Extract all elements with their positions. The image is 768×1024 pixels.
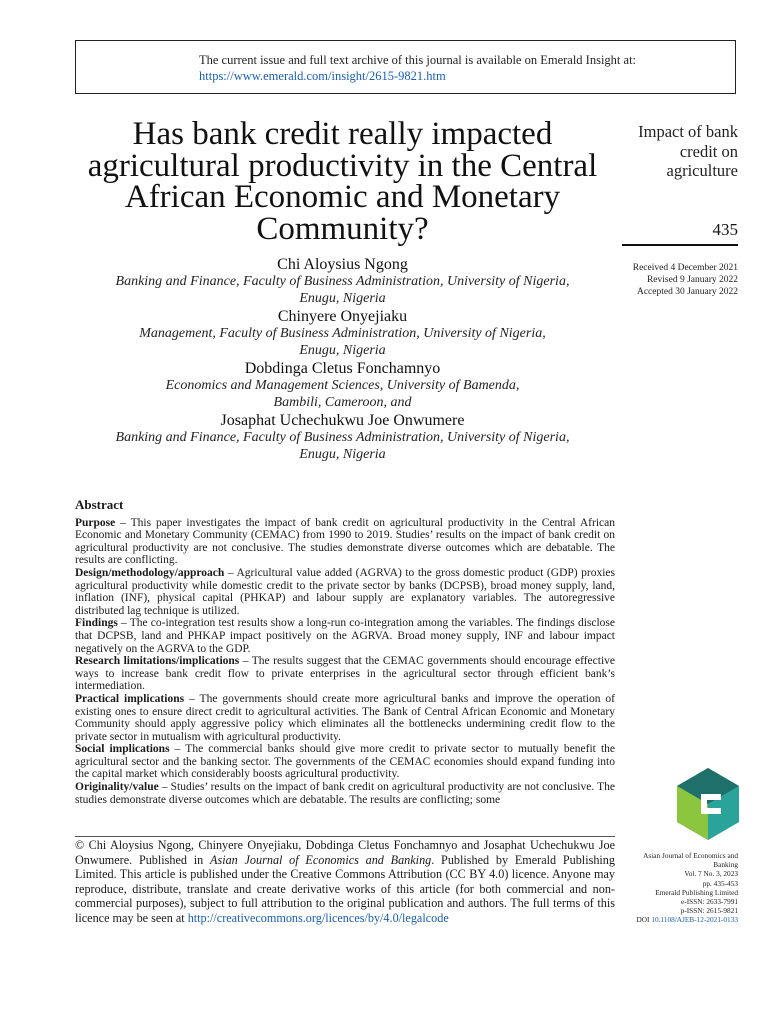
journal-meta-line: Emerald Publishing Limited xyxy=(655,887,738,897)
section-text: – This paper investigates the impact of bank credit on agricultural productivity in the Central African Economic and Monetary Community (CEMAC) from 1990 to 2019. Studies’ results on the impact of bank credit on agricultural productivity are not conclusive. The studies demonstrate diverse outcomes which are debatable. The results are conflicting. xyxy=(75,516,615,567)
section-text: – The results suggest that the CEMAC governments should encourage effective ways to increase bank credit flow to private enterprises in the agricultural sector through efficient bank’s intermediation. xyxy=(75,655,616,693)
affiliation-line: Economics and Management Sciences, University of Bamenda, xyxy=(165,378,520,393)
section-label: Design/methodology/approach xyxy=(75,566,225,579)
author-name: Josaphat Uchechukwu Joe Onwumere xyxy=(220,412,465,429)
affiliation-line: Management, Faculty of Business Administration, University of Nigeria, xyxy=(139,326,546,341)
section-label: Findings xyxy=(75,617,118,630)
revised-date: Revised 9 January 2022 xyxy=(646,275,738,285)
running-head-line: credit on xyxy=(679,141,738,161)
section-label: Practical implications xyxy=(75,692,185,705)
author-name: Chinyere Onyejiaku xyxy=(277,308,408,325)
affiliation-line: Enugu, Nigeria xyxy=(299,342,386,358)
article-title: Has bank credit really impacted agricultural productivity in the Central African Economic and Monetary Community? xyxy=(87,116,598,247)
affiliation-line: Banking and Finance, Faculty of Business Administration, University of Nigeria, xyxy=(115,274,570,289)
affiliation-line: Banking and Finance, Faculty of Business Administration, University of Nigeria, xyxy=(115,430,570,445)
author-affiliation xyxy=(75,326,610,359)
author-affiliation xyxy=(75,378,610,411)
abstract-heading: Abstract xyxy=(75,497,124,512)
journal-meta-line: Vol. 7 No. 3, 2023 xyxy=(684,869,738,879)
journal-meta-line: e-ISSN: 2633-7991 xyxy=(681,897,738,907)
section-label: Research limitations/implications xyxy=(75,655,240,668)
author-name: Chi Aloysius Ngong xyxy=(277,256,408,273)
side-divider xyxy=(622,244,738,246)
affiliation-line: Bambili, Cameroon, and xyxy=(273,394,412,410)
abstract xyxy=(75,499,615,806)
journal-meta-line: pp. 435-453 xyxy=(702,878,738,888)
journal-metadata xyxy=(598,851,738,925)
license-link[interactable]: http://creativecommons.org/licences/by/4.0/legalcode xyxy=(187,910,449,925)
section-text: – Studies’ results on the impact of bank credit on agricultural productivity are not conclusive. The studies demonstrate diverse outcomes which are debatable. The results are conflicting; some xyxy=(75,781,615,806)
running-head xyxy=(578,122,738,181)
affiliation-line: Enugu, Nigeria xyxy=(299,290,386,306)
doi-link[interactable]: 10.1108/AJEB-12-2021-0133 xyxy=(651,915,738,925)
license-text: . Published by Emerald Publishing Limited. This article is published under the Creative Commons Attribution (CC BY 4.0) licence. Anyone may reproduce, distribute, translate and create derivative works of this article (for both commercial and non-commercial purposes), subject to full attribution to the original publication and authors. The full terms of this licence may be seen at xyxy=(75,852,615,925)
abstract-section xyxy=(75,693,615,743)
section-text: – The commercial banks should give more credit to private sector to mutually benefit the agricultural sector and the banking sector. The governments of the CEMAC economies should expand funding into the capital market which considerably boosts agricultural productivity. xyxy=(75,743,615,781)
abstract-section xyxy=(75,781,615,806)
footer-divider xyxy=(75,836,615,837)
journal-meta-line: p-ISSN: 2615-9821 xyxy=(680,906,738,916)
access-notice-box xyxy=(75,40,736,94)
running-head-line: agriculture xyxy=(666,161,738,180)
abstract-section xyxy=(75,567,615,617)
license-statement xyxy=(75,838,615,926)
section-label: Social implications xyxy=(75,743,170,756)
author-affiliation xyxy=(75,274,610,307)
journal-meta-line: Banking xyxy=(713,860,738,870)
journal-meta-line: Asian Journal of Economics and xyxy=(643,851,738,860)
license-text: © Chi Aloysius Ngong, Chinyere Onyejiaku, Dobdinga Cletus Fonchamnyo and Josaphat Uchechukwu Joe Onwumere. Published in xyxy=(75,838,615,867)
emerald-logo-icon xyxy=(677,768,739,840)
journal-archive-link[interactable]: https://www.emerald.com/insight/2615-9821.htm xyxy=(199,69,446,83)
author-affiliation xyxy=(75,430,610,463)
received-date: Received 4 December 2021 xyxy=(632,263,738,273)
access-notice-text: The current issue and full text archive of this journal is available on Emerald Insight at: xyxy=(199,53,637,67)
running-head-line: Impact of bank xyxy=(638,122,738,141)
doi-prefix: DOI xyxy=(636,915,652,925)
affiliation-line: Enugu, Nigeria xyxy=(299,446,386,462)
abstract-section xyxy=(75,743,615,781)
page-number: 435 xyxy=(712,220,738,239)
section-label: Purpose xyxy=(75,516,116,529)
section-text: – Agricultural value added (AGRVA) to the gross domestic product (GDP) proxies agricultural productivity while domestic credit to the private sector by banks (DCPSB), broad money supply, land, inflation (INF), physical capital (PHKAP) and labour supply are explanatory variables. The autoregressive distributed lag technique is utilized. xyxy=(75,566,615,617)
abstract-section xyxy=(75,617,615,655)
section-text: – The co-integration test results show a long-run co-integration among the variables. The findings disclose that DCPSB, land and PHKAP impact positively on the AGRVA. Broad money supply, INF and labour impact negatively on the AGRVA to the GDP. xyxy=(75,617,615,655)
section-text: – The governments should create more agricultural banks and improve the operation of existing ones to ensure direct credit to agricultural activities. The Bank of Central African Economic and Monetary Community should apply aggressive policy which eliminates all the bottlenecks undermining credit flow to the private sector in mutualism with agricultural productivity. xyxy=(75,692,615,743)
section-label: Originality/value xyxy=(75,781,159,794)
author-list xyxy=(75,256,610,464)
accepted-date: Accepted 30 January 2022 xyxy=(636,287,738,297)
abstract-section xyxy=(75,655,615,693)
abstract-section xyxy=(75,517,615,567)
author-name: Dobdinga Cletus Fonchamnyo xyxy=(244,360,441,377)
doi-line xyxy=(598,915,738,924)
journal-name: Asian Journal of Economics and Banking xyxy=(210,852,432,867)
article-dates xyxy=(588,262,738,298)
